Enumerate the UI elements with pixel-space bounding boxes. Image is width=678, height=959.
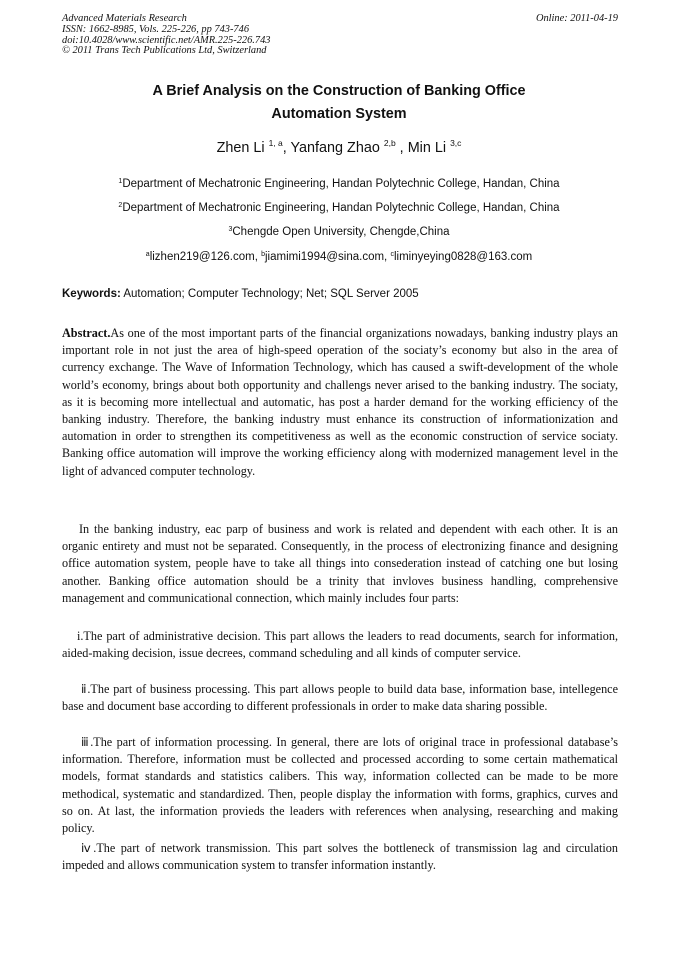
doi-line: doi:10.4028/www.scientific.net/AMR.225-226.743 (62, 34, 271, 46)
author-affiliation-mark: 2,b (383, 138, 396, 148)
author-list (62, 138, 616, 158)
abstract (62, 325, 618, 480)
affiliation-mark: 2 (118, 202, 123, 209)
author-affiliation-mark: 1, a (268, 138, 283, 148)
paragraph-part-4: ⅳ.The part of network transmission. This part solves the bottleneck of transmission lag and circulation impeded and allows communication system to transfer information instantly. (62, 841, 618, 873)
affiliation-2 (62, 201, 616, 215)
affiliation-text: Chengde Open University, Chengde,China (232, 226, 450, 238)
paragraph-part-2: ⅱ.The part of business processing. This part allows people to build data base, information base, intellegence base and document base according to different professionals in order to make data sharing possible. (62, 682, 618, 714)
online-date: Online: 2011-04-19 (535, 13, 618, 24)
abstract-label: Abstract. (62, 326, 111, 340)
keywords-text: Automation; Computer Technology; Net; SQL Server 2005 (120, 288, 419, 300)
affiliation-1 (62, 177, 616, 191)
author-separator: , (395, 140, 408, 156)
affiliation-mark: 3 (228, 226, 233, 233)
email-address: liminyeying0828@163.com (393, 251, 533, 263)
affiliation-text: Department of Mechatronic Engineering, Handan Polytechnic College, Handan, China (122, 202, 560, 214)
paragraph-part-3: ⅲ.The part of information processing. In general, there are lots of original trace in professional database’s information. Therefore, information must be collected and processed according to some certain mathematical models, format standards and statistics calibers. This way, information collected can be made to be more methodical, systematic and standardized. Then, people display the information with forms, graphics, curves and so on. At last, the information provieds the leaders with references when analysing, researching and making policy. (62, 735, 618, 836)
email-line (62, 250, 616, 264)
keywords (62, 287, 618, 301)
journal-name: Advanced Materials Research (62, 13, 187, 24)
author-name: Zhen Li (216, 140, 265, 156)
affiliation-text: Department of Mechatronic Engineering, Handan Polytechnic College, Handan, China (122, 178, 560, 190)
author-separator: , (282, 140, 291, 156)
title-line-2: Automation System (271, 106, 407, 122)
email-mark: a (145, 251, 150, 258)
affiliation-mark: 1 (118, 178, 123, 185)
copyright-line: © 2011 Trans Tech Publications Ltd, Switzerland (62, 45, 267, 57)
author-name: Min Li (407, 140, 447, 156)
email-mark: c (390, 251, 394, 258)
paragraph-intro: In the banking industry, eac parp of business and work is related and dependent with each other. It is an organic entirety and must not be separated. Consequently, in the process of electronizing finance and designing office automation system, people have to take all things into consederation instead of catching one but losing another. Banking office automation should be a trinity that invloves business handling, comprehensive management and communicational connection, which mainly includes four parts: (62, 522, 618, 605)
paper-title (62, 80, 616, 126)
affiliation-3 (62, 225, 616, 239)
keywords-label: Keywords: (62, 288, 121, 300)
email-address: jiamimi1994@sina.com, (265, 251, 391, 263)
email-mark: b (261, 251, 265, 258)
abstract-text: As one of the most important parts of the financial organizations nowadays, banking industry plays an important role in not just the area of high-speed operation of the sociaty’s economy but also in the area of currency exchange. The Wave of Information Technology, which has caused a swift-development of the whole world’s economy, brings about both opportunity and challengs never arised to the banking industry. The sociaty, as it is becoming more intellectual and automatic, has post a harder demand for the working efficiency of the banking industry. Therefore, the banking industry must enhance its construction of informationization and automation in order to strengthen its competitiveness as well as the economic construction of service sociaty. Banking office automation will improve the working efficiency along with modernized management level in the light of advanced computer technology. (62, 326, 618, 478)
journal-header (62, 14, 618, 57)
title-line-1: A Brief Analysis on the Construction of Banking Office (152, 83, 526, 99)
issn-line: ISSN: 1662-8985, Vols. 225-226, pp 743-746 (62, 23, 250, 35)
author-name: Yanfang Zhao (290, 140, 380, 156)
author-affiliation-mark: 3,c (450, 138, 462, 148)
paragraph-part-1: i.The part of administrative decision. This part allows the leaders to read documents, search for information, aided-making decision, issue decrees, command scheduling and all kinds of computer service. (62, 629, 618, 661)
email-address: lizhen219@126.com, (149, 251, 262, 263)
